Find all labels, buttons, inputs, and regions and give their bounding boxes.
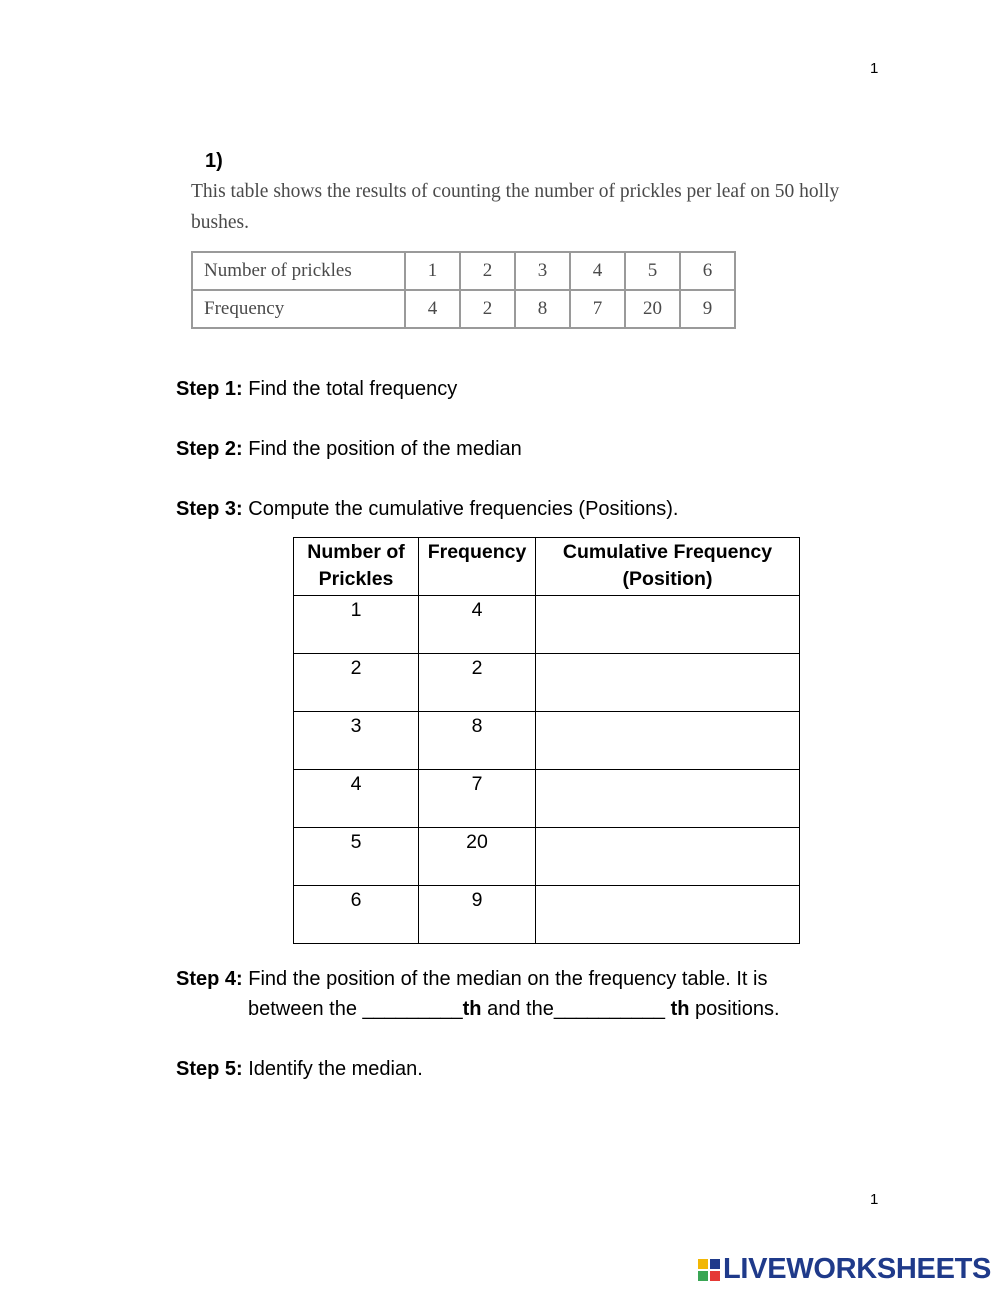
liveworksheets-logo-icon [698, 1259, 720, 1281]
table-cell: 4 [419, 596, 536, 654]
table-row [294, 654, 800, 712]
table-cell: 5 [294, 828, 419, 886]
step-2 [176, 434, 522, 464]
table-cell: 7 [419, 770, 536, 828]
table-header-row [294, 538, 800, 596]
table-cell: 4 [405, 290, 460, 328]
table-cell: 8 [515, 290, 570, 328]
step-1-label: Step 1: [176, 378, 243, 400]
page-number-top: 1 [870, 60, 879, 77]
table-row [294, 886, 800, 944]
logo-square [710, 1259, 720, 1269]
step-3 [176, 494, 678, 524]
table-row [294, 596, 800, 654]
step-3-text: Compute the cumulative frequencies (Positions). [248, 498, 679, 520]
table-cell: 6 [294, 886, 419, 944]
step-4-line-2 [248, 994, 780, 1024]
cumulative-answer-cell[interactable] [536, 596, 800, 654]
row-label-prickles: Number of prickles [192, 252, 405, 290]
step-5-label: Step 5: [176, 1058, 243, 1080]
table-cell: 9 [419, 886, 536, 944]
step-1-text: Find the total frequency [248, 378, 458, 400]
row-label-frequency: Frequency [192, 290, 405, 328]
cumulative-frequency-table [293, 537, 800, 944]
step-4 [176, 964, 767, 994]
table-cell: 9 [680, 290, 735, 328]
step-2-text: Find the position of the median [248, 438, 522, 460]
cumulative-answer-cell[interactable] [536, 770, 800, 828]
table-cell: 1 [405, 252, 460, 290]
step-4-blank-1-text: between the _________ [248, 998, 463, 1020]
question-number: 1) [205, 150, 223, 172]
column-header-frequency: Frequency [419, 538, 536, 596]
table-cell: 2 [460, 252, 515, 290]
step-5 [176, 1054, 423, 1084]
page-number-bottom: 1 [870, 1191, 879, 1208]
table-cell: 20 [625, 290, 680, 328]
step-2-label: Step 2: [176, 438, 243, 460]
cumulative-answer-cell[interactable] [536, 712, 800, 770]
logo-text: LIVEWORKSHEETS [723, 1253, 992, 1285]
column-header-prickles: Number of Prickles [294, 538, 419, 596]
step-4-text: Find the position of the median on the frequency table. It is [248, 968, 768, 990]
logo-square [710, 1271, 720, 1281]
step-3-label: Step 3: [176, 498, 243, 520]
step-4-blank-2-text: and the__________ [481, 998, 671, 1020]
logo-square [698, 1259, 708, 1269]
table-row [192, 252, 735, 290]
table-cell: 20 [419, 828, 536, 886]
table-cell: 6 [680, 252, 735, 290]
step-4-label: Step 4: [176, 968, 243, 990]
table-cell: 2 [294, 654, 419, 712]
step-5-text: Identify the median. [248, 1058, 423, 1080]
cumulative-answer-cell[interactable] [536, 886, 800, 944]
table-cell: 5 [625, 252, 680, 290]
table-cell: 3 [515, 252, 570, 290]
table-cell: 3 [294, 712, 419, 770]
table-cell: 7 [570, 290, 625, 328]
table-row [294, 712, 800, 770]
step-1 [176, 374, 457, 404]
table-cell: 1 [294, 596, 419, 654]
table-cell: 4 [294, 770, 419, 828]
table-cell: 8 [419, 712, 536, 770]
liveworksheets-logo [698, 1253, 991, 1286]
column-header-cumulative: Cumulative Frequency (Position) [536, 538, 800, 596]
given-frequency-table [191, 251, 736, 329]
step-4-end-text: positions. [689, 998, 780, 1020]
table-row [294, 828, 800, 886]
table-cell: 2 [460, 290, 515, 328]
ordinal-suffix: th [462, 998, 482, 1020]
table-cell: 2 [419, 654, 536, 712]
table-cell: 4 [570, 252, 625, 290]
cumulative-answer-cell[interactable] [536, 828, 800, 886]
cumulative-answer-cell[interactable] [536, 654, 800, 712]
logo-square [698, 1271, 708, 1281]
question-intro: This table shows the results of counting the number of prickles per leaf on 50 holly bushes. [191, 181, 840, 233]
ordinal-suffix: th [670, 998, 690, 1020]
table-row [192, 290, 735, 328]
table-row [294, 770, 800, 828]
